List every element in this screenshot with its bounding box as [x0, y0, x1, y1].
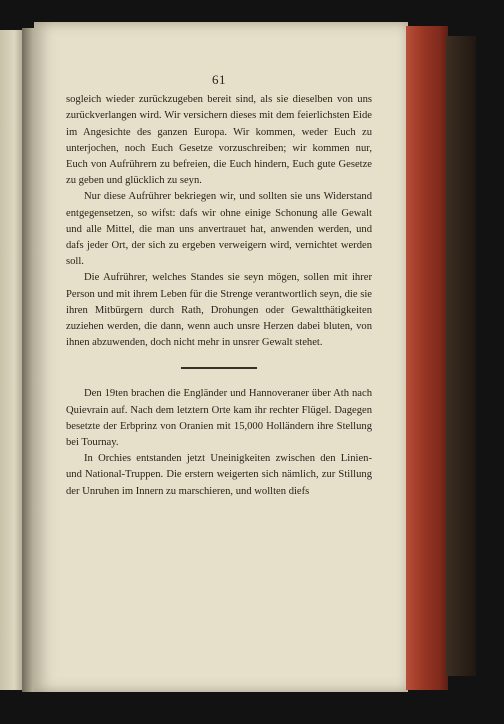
page-text [66, 72, 372, 500]
paragraph-2: Nur diese Aufrührer bekriegen wir, und sollten sie uns Widerstand entgegensetzen, so wifst: dafs wir ohne einige Schonung alle Gewalt und alle Mittel, die man uns anvertrauet hat, anwenden werden, und dafs jeder Ort, der sich zu ergeben verweigern wird, vernichtet werden soll. [66, 191, 372, 268]
left-page-edge [0, 30, 24, 690]
page-number: 61 [212, 72, 226, 87]
section-divider [181, 367, 257, 369]
paragraph-4: Den 19ten brachen die Engländer und Hannoveraner über Ath nach Quievrain auf. Nach dem letztern Orte kam ihr rechter Flügel. Dagegen besetzte der Erbprinz von Oranien mit 15,000 Holländern ihre Stellung bei Tournay. [66, 388, 372, 449]
red-page-edges [406, 26, 448, 690]
paragraph-3: Die Aufrührer, welches Standes sie seyn mögen, sollen mit ihrer Person und mit ihrem Leben für die Strenge verantwortlich seyn, die sie ihren Mitbürgern durch Rath, Drohungen oder Gewaltthätigkeiten zuziehen werden, die dann, wenn auch unsre Herzen dabei bluten, von ihnen abzuwenden, doch nicht mehr in unsrer Gewalt stehet. [66, 272, 372, 349]
paragraph-5: In Orchies entstanden jetzt Uneinigkeiten zwischen den Linien- und National-Truppen. Die erstern weigerten sich nämlich, zur Stillung der Unruhen im Innern zu marschieren, und wollten diefs [66, 453, 372, 497]
book-cover [446, 36, 476, 676]
paragraph-1: sogleich wieder zurückzugeben bereit sind, als sie dieselben von uns zurückverlangen wird. Wir versichern dieses mit dem feierlichsten Eide im Angesichte des ganzen Europa. Wir kommen, weder Euch zu unterjochen, noch Euch Gesetze vorzuschreiben; wir kommen nur, Euch von Aufrührern zu befreien, die Euch hindern, Euch gute Gesetze zu geben und glücklich zu seyn. [66, 94, 372, 187]
